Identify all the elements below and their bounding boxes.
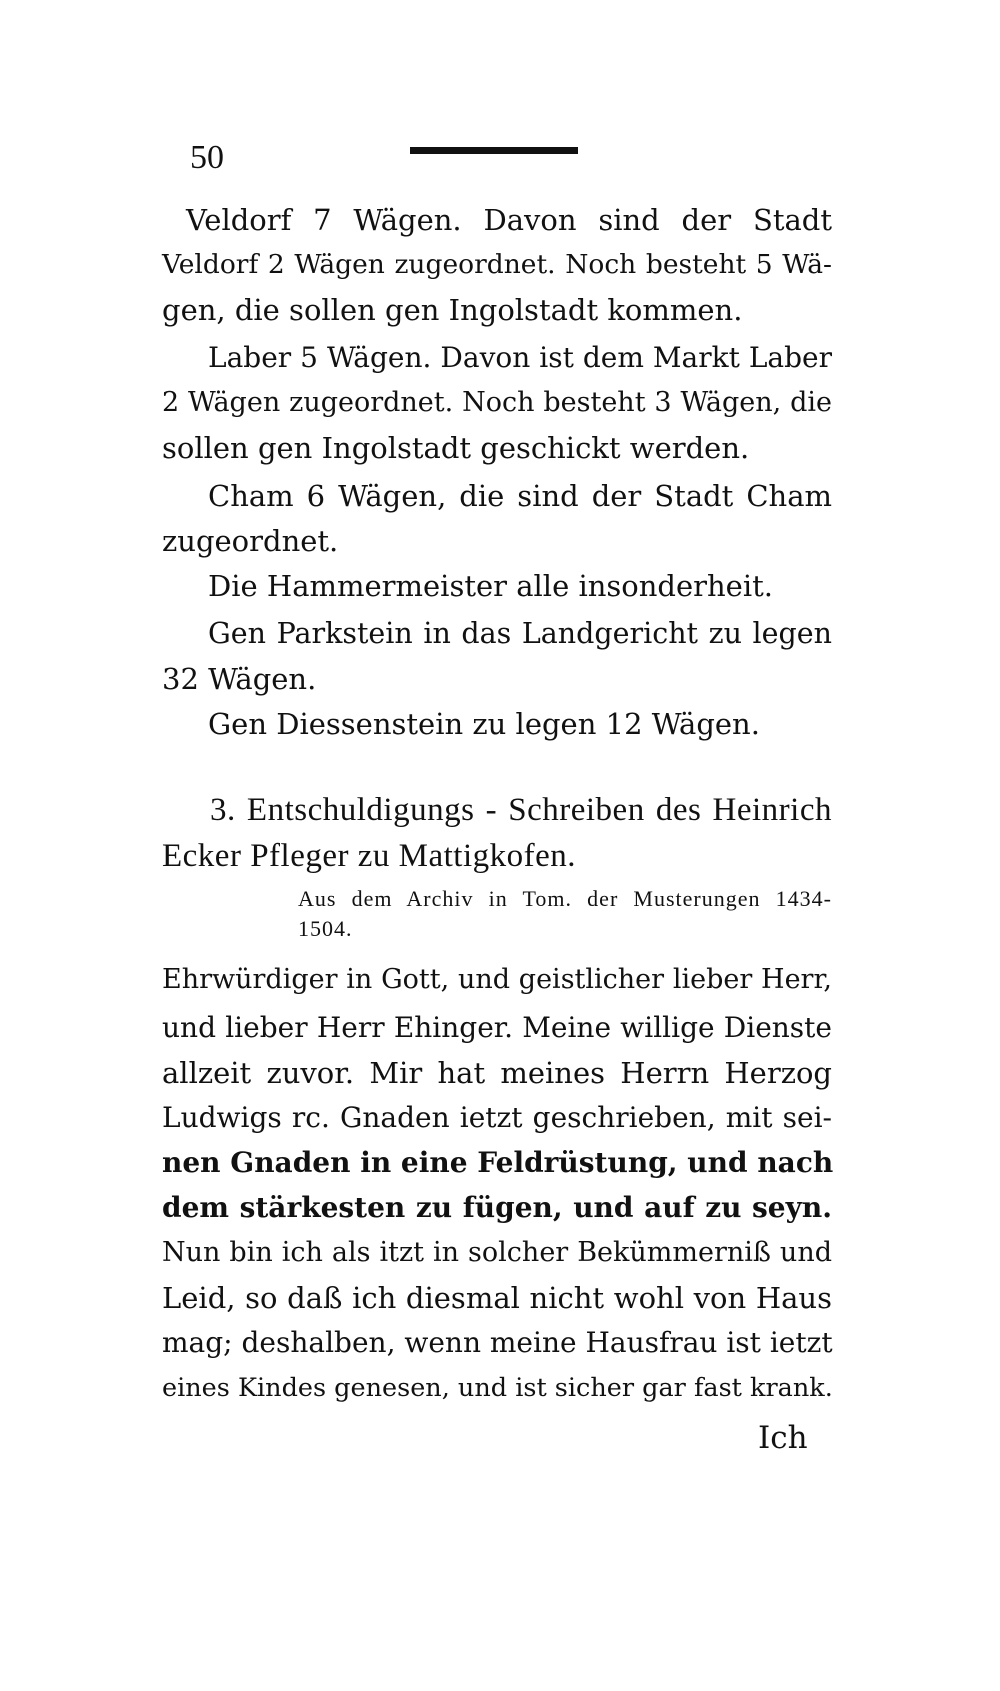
cham-line-2: zugeordnet. [162, 524, 339, 558]
diessenstein-line: Gen Diessenstein zu legen 12 Wägen. [208, 707, 760, 741]
letter-line-8: Leid, so daß ich diesmal nicht wohl von Haus [162, 1281, 832, 1315]
letter-line-3: allzeit zuvor. Mir hat meines Herrn Herzog [162, 1056, 832, 1090]
laber-line-2: 2 Wägen zugeordnet. Noch besteht 3 Wägen, die [162, 387, 832, 418]
laber-line-1: Laber 5 Wägen. Davon ist dem Markt Laber [208, 341, 832, 374]
letter-line-5: nen Gnaden in eine Feldrüstung, und nach [162, 1146, 834, 1179]
veldorf-line-3: gen, die sollen gen Ingolstadt kommen. [162, 293, 743, 327]
letter-line-10: eines Kindes genesen, und ist sicher gar fast krank. [162, 1373, 833, 1403]
laber-line-3: sollen gen Ingolstadt geschickt werden. [162, 431, 750, 465]
section-heading-line-1: 3. Entschuldigungs - Schreiben des Heinrich [210, 792, 832, 828]
letter-line-4: Ludwigs rc. Gnaden ietzt geschrieben, mit sei- [162, 1101, 832, 1134]
section-heading-line-2: Ecker Pfleger zu Mattigkofen. [162, 838, 577, 874]
cham-line-1: Cham 6 Wägen, die sind der Stadt Cham [208, 479, 832, 513]
source-note-line-2: 1504. [298, 916, 353, 941]
letter-line-2: und lieber Herr Ehinger. Meine willige Dienste [162, 1011, 832, 1044]
letter-line-9: mag; deshalben, wenn meine Hausfrau ist ietzt [162, 1326, 833, 1359]
hammermeister-line: Die Hammermeister alle insonderheit. [208, 569, 773, 603]
source-note-line-1: Aus dem Archiv in Tom. der Musterungen 1434- [298, 886, 832, 911]
veldorf-line-2: Veldorf 2 Wägen zugeordnet. Noch besteht 5 Wä- [162, 249, 832, 280]
veldorf-line-1: Veldorf 7 Wägen. Davon sind der Stadt [186, 203, 832, 237]
parkstein-line-1: Gen Parkstein in das Landgericht zu legen [208, 617, 832, 650]
letter-line-1: Ehrwürdiger in Gott, und geistlicher lieber Herr, [162, 964, 832, 995]
letter-line-7: Nun bin ich als itzt in solcher Bekümmerniß und [162, 1237, 832, 1268]
header-rule [410, 147, 578, 154]
parkstein-line-2: 32 Wägen. [162, 662, 317, 696]
page-number: 50 [190, 139, 224, 176]
letter-line-6: dem stärkesten zu fügen, und auf zu seyn. [162, 1191, 832, 1224]
catchword: Ich [758, 1420, 808, 1456]
